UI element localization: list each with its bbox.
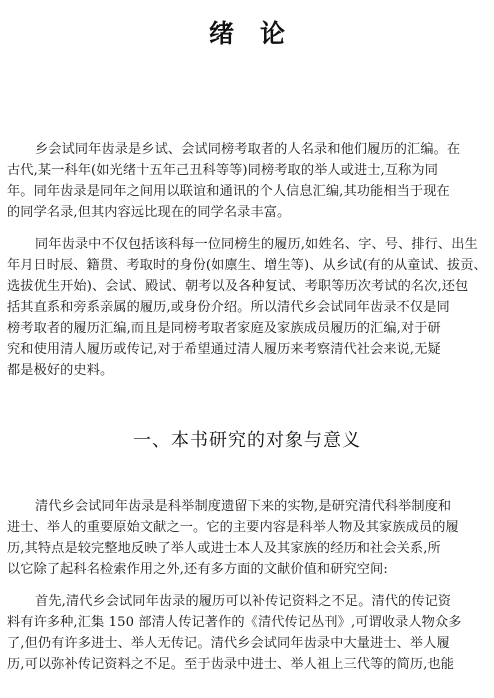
text-line: 究和使用清人履历或传记,对于希望通过清人履历来考察清代社会来说,无疑 xyxy=(7,342,441,357)
text-line: 括其直系和旁系亲属的履历,或身份介绍。所以清代乡会试同年齿录不仅是同 xyxy=(7,300,450,315)
text-line: 都是极好的史料。 xyxy=(7,363,114,378)
text-line: 历,可以弥补传记资料之不足。至于齿录中进士、举人祖上三代等的简历,也能 xyxy=(7,657,455,672)
text-line: 同年齿录中不仅包括该科每一位同榜生的履历,如姓名、字、号、排行、出生 xyxy=(35,237,478,252)
text-line: 乡会试同年齿录是乡试、会试同榜考取者的人名录和他们履历的汇编。在 xyxy=(35,142,461,157)
text-line: 古代,某一科年(如光绪十五年己丑科等等)同榜考取的举人或进士,互称为同 xyxy=(7,163,438,178)
text-line: 的同学名录,但其内容远比现在的同学名录丰富。 xyxy=(7,205,291,220)
text-line: 了,但仍有许多进士、举人无传记。清代乡会试同年齿录中大量进士、举人履 xyxy=(7,636,450,651)
chapter-title: 绪论 xyxy=(208,19,311,48)
text-line: 进士、举人的重要原始文献之一。它的主要内容是科举人物及其家族成员的履 xyxy=(7,520,459,535)
text-line: 选拔优生开始)、会试、殿试、朝考以及各种复试、考职等历次考试的名次,还包 xyxy=(7,279,469,294)
text-line: 首先,清代乡会试同年齿录的履历可以补传记资料之不足。清代的传记资 xyxy=(35,594,452,609)
text-line: 榜考取者的履历汇编,而且是同榜考取者家庭及家族成员履历的汇编,对于研 xyxy=(7,321,441,336)
text-line: 清代乡会试同年齿录是科举制度遗留下来的实物,是研究清代科举制度和 xyxy=(35,499,452,514)
text-line: 料有许多种,汇集 150 部清人传记著作的《清代传记丛刊》,可谓收录人物众多 xyxy=(7,615,462,630)
text-line: 年。同年齿录是同年之间用以联谊和通讯的个人信息汇编,其功能相当于现在 xyxy=(7,184,450,199)
text-line: 以它除了起科名检索作用之外,还有多方面的文献价值和研究空间: xyxy=(7,562,388,577)
section-heading: 一、本书研究的对象与意义 xyxy=(133,430,361,451)
text-line: 年月日时辰、籍贯、考取时的身份(如廪生、增生等)、从乡试(有的从童试、拔贡、 xyxy=(7,258,487,273)
text-line: 历,其特点是较完整地反映了举人或进士本人及其家族的经历和社会关系,所 xyxy=(7,541,441,556)
